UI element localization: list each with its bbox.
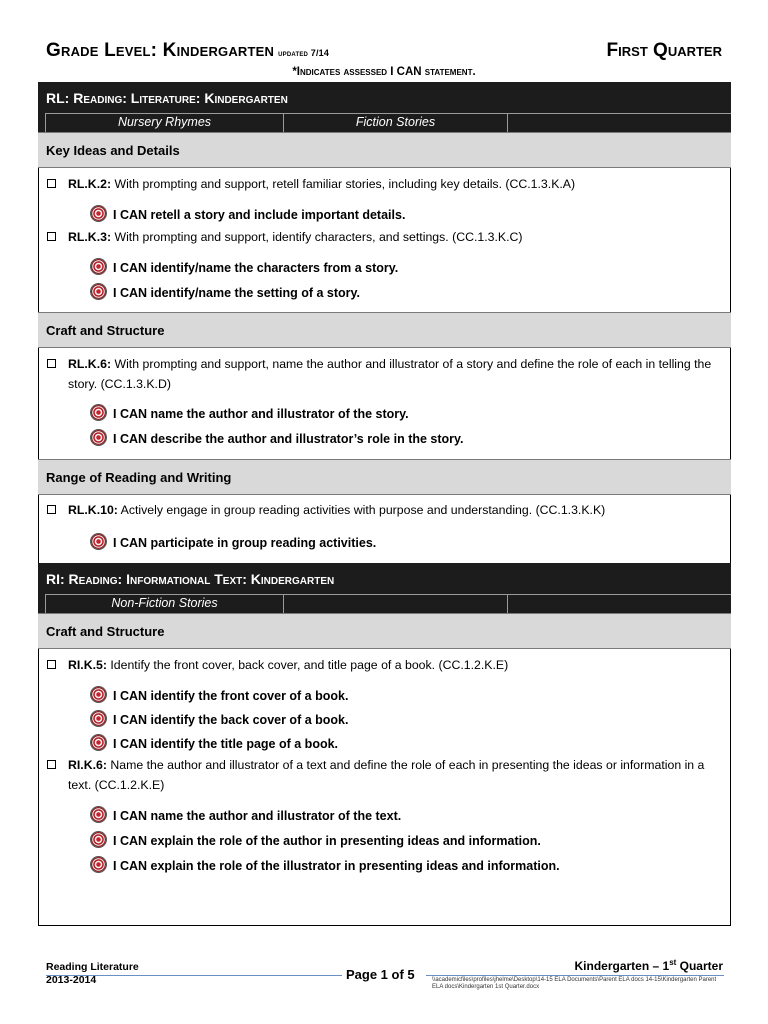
target-icon <box>91 430 106 445</box>
target-icon <box>91 687 106 702</box>
rl-column-3 <box>508 113 731 132</box>
quarter-label: First Quarter <box>606 40 722 61</box>
ri-band <box>38 563 731 613</box>
checkbox-icon <box>47 179 56 188</box>
standard-item: RL.K.10: Actively engage in group reading activities with purpose and understanding. (CC.1.3.K.K) <box>46 500 726 520</box>
ican-statement: I CAN identify/name the setting of a story. <box>91 284 360 302</box>
footer-quarter: Kindergarten – 1st Quarter <box>574 958 723 973</box>
section-heading: Craft and Structure <box>38 613 731 649</box>
footer-subject: Reading Literature <box>46 961 139 973</box>
target-icon <box>91 534 106 549</box>
ican-statement: I CAN identify the front cover of a book. <box>91 687 348 705</box>
ican-statement: I CAN explain the role of the author in presenting ideas and information. <box>91 832 541 850</box>
target-icon <box>91 206 106 221</box>
footer-year: 2013-2014 <box>46 974 97 986</box>
page-number: Page 1 of 5 <box>346 967 415 982</box>
checkbox-icon <box>47 505 56 514</box>
rl-column-1: Nursery Rhymes <box>46 113 284 132</box>
section-heading: Range of Reading and Writing <box>38 459 731 495</box>
standard-item: RL.K.3: With prompting and support, identify characters, and settings. (CC.1.3.K.C) <box>46 227 726 247</box>
standard-item: RL.K.6: With prompting and support, name the author and illustrator of a story and define the role of each in telling the story. (CC.1.3.K.D) <box>46 354 726 394</box>
target-icon <box>91 832 106 847</box>
target-icon <box>91 857 106 872</box>
footer-divider <box>426 975 724 976</box>
ican-statement: I CAN explain the role of the illustrator in presenting ideas and information. <box>91 857 560 875</box>
ri-band-title: RI: Reading: Informational Text: Kindergarten <box>46 571 335 587</box>
standard-item: RI.K.6: Name the author and illustrator of a text and define the role of each in presenting the ideas or information in a text. (CC.1.2.K.E) <box>46 755 726 795</box>
ri-column-3 <box>508 594 731 613</box>
footer-divider <box>46 975 342 976</box>
page-title: Grade Level: Kindergarten updated 7/14 <box>46 40 330 61</box>
target-icon <box>91 405 106 420</box>
ican-statement: I CAN identify the title page of a book. <box>91 735 338 753</box>
target-icon <box>91 284 106 299</box>
target-icon <box>91 711 106 726</box>
target-icon <box>91 735 106 750</box>
footer-left <box>46 961 139 987</box>
rl-band <box>38 82 731 132</box>
target-icon <box>91 807 106 822</box>
ican-statement: I CAN describe the author and illustrator’s role in the story. <box>91 430 464 448</box>
standard-item: RI.K.5: Identify the front cover, back cover, and title page of a book. (CC.1.2.K.E) <box>46 655 726 675</box>
ican-statement: I CAN name the author and illustrator of the text. <box>91 807 401 825</box>
checkbox-icon <box>47 359 56 368</box>
ri-column-1: Non-Fiction Stories <box>46 594 284 613</box>
ican-statement: I CAN retell a story and include important details. <box>91 206 405 224</box>
assessed-note: *Indicates assessed I CAN statement. <box>292 66 476 78</box>
checkbox-icon <box>47 760 56 769</box>
checkbox-icon <box>47 660 56 669</box>
rl-column-2: Fiction Stories <box>284 113 508 132</box>
ican-statement: I CAN identify the back cover of a book. <box>91 711 348 729</box>
ican-statement: I CAN participate in group reading activities. <box>91 534 376 552</box>
updated-note: updated 7/14 <box>278 48 330 58</box>
section-heading: Key Ideas and Details <box>38 132 731 168</box>
section-heading: Craft and Structure <box>38 312 731 348</box>
rl-band-title: RL: Reading: Literature: Kindergarten <box>46 90 288 106</box>
ri-column-2 <box>284 594 508 613</box>
checkbox-icon <box>47 232 56 241</box>
file-path: \\academicfiles\profiles\jhelme\Desktop\14-15 ELA Documents\Parent ELA docs 14-15\Kindergarten Parent ELA docs\Kindergarten 1st Quarter.docx <box>432 977 717 990</box>
target-icon <box>91 259 106 274</box>
ican-statement: I CAN name the author and illustrator of the story. <box>91 405 409 423</box>
standard-item: RL.K.2: With prompting and support, retell familiar stories, including key details. (CC.1.3.K.A) <box>46 174 726 194</box>
ican-statement: I CAN identify/name the characters from a story. <box>91 259 398 277</box>
